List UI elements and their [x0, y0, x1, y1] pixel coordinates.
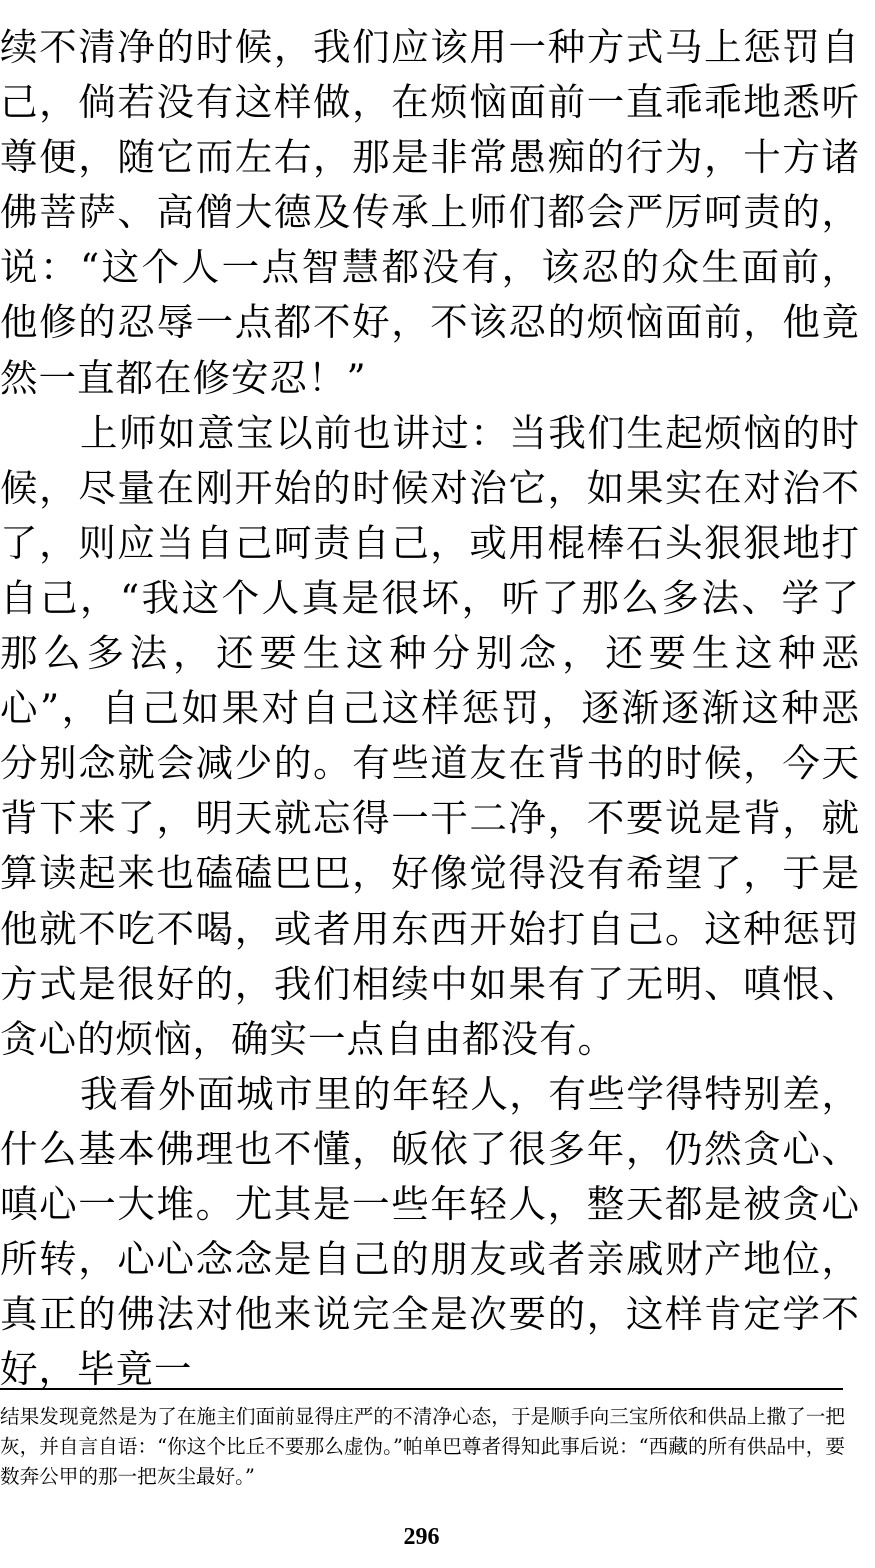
main-text — [0, 20, 860, 1397]
paragraph-1: 续不清净的时候，我们应该用一种方式马上惩罚自己，倘若没有这样做，在烦恼面前一直乖乖地悉听尊便，随它而左右，那是非常愚痴的行为，十方诸佛菩萨、高僧大德及传承上师们都会严厉呵责的，说：“这个人一点智慧都没有，该忍的众生面前，他修的忍辱一点都不好，不该忍的烦恼面前，他竟然一直都在修安忍！” — [0, 25, 860, 400]
page-number: 296 — [403, 1524, 440, 1550]
paragraph-2: 上师如意宝以前也讲过：当我们生起烦恼的时候，尽量在刚开始的时候对治它，如果实在对治不了，则应当自己呵责自己，或用棍棒石头狠狠地打自己，“我这个人真是很坏，听了那么多法、学了那么多法，还要生这种分别念，还要生这种恶心”，自己如果对自己这样惩罚，逐渐逐渐这种恶分别念就会减少的。有些道友在背书的时候，今天背下来了，明天就忘得一干二净，不要说是背，就算读起来也磕磕巴巴，好像觉得没有希望了，于是他就不吃不喝，或者用东西开始打自己。这种惩罚方式是很好的，我们相续中如果有了无明、嗔恨、贪心的烦恼，确实一点自由都没有。 — [0, 410, 860, 1061]
footnote-divider — [0, 1388, 843, 1390]
footnote: 结果发现竟然是为了在施主们面前显得庄严的不清净心态，于是顺手向三宝所依和供品上撒了一把灰，并自言自语：“你这个比丘不要那么虚伪。”帕单巴尊者得知此事后说：“西藏的所有供品中，要数奔公甲的那一把灰尘最好。” — [0, 1405, 845, 1488]
paragraph-3: 我看外面城市里的年轻人，有些学得特别差，什么基本佛理也不懂，皈依了很多年，仍然贪心、嗔心一大堆。尤其是一些年轻人，整天都是被贪心所转，心心念念是自己的朋友或者亲戚财产地位，真正的佛法对他来说完全是次要的，这样肯定学不好，毕竟一 — [0, 1071, 860, 1392]
